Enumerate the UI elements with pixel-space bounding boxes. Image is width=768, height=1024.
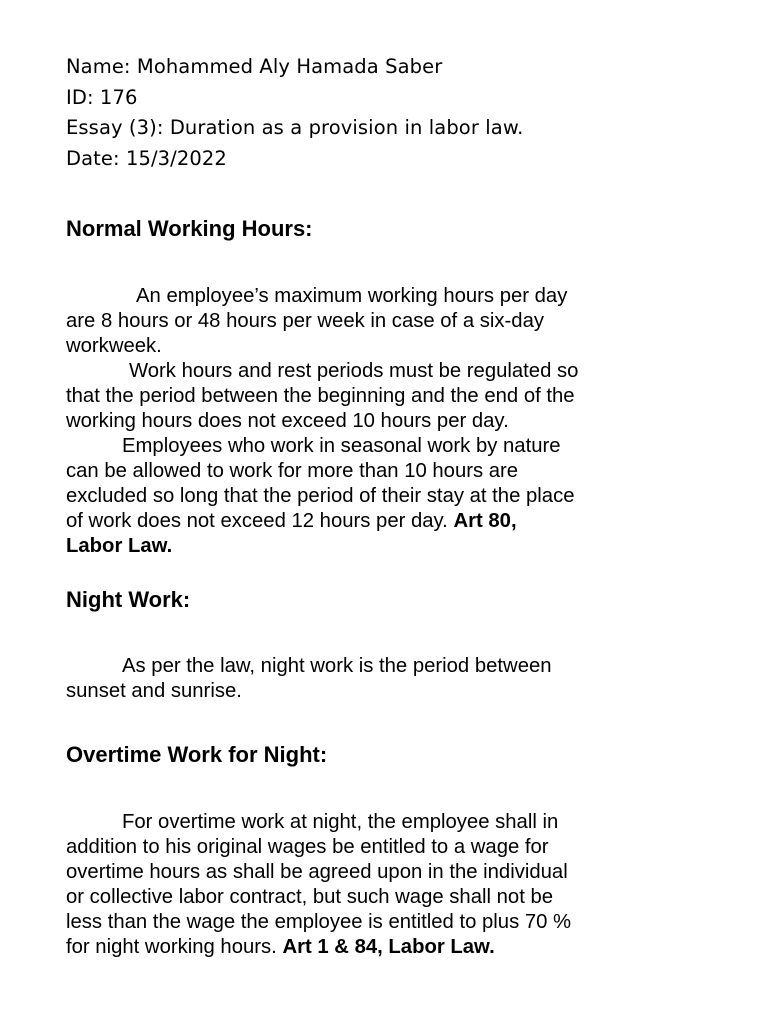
text-line	[66, 935, 716, 960]
essay-title: Essay (3): Duration as a provision in labor law.	[66, 116, 524, 139]
text-fragment: for night working hours.	[66, 936, 277, 958]
text-line: As per the law, night work is the period between	[122, 655, 552, 677]
essay-header	[66, 52, 523, 174]
author-name: Name: Mohammed Aly Hamada Saber	[66, 55, 443, 78]
text-line	[66, 534, 716, 559]
paragraph-seasonal-work	[66, 434, 716, 559]
text-line: overtime hours as shall be agreed upon in the individual	[66, 861, 568, 883]
text-line: are 8 hours or 48 hours per week in case of a six-day	[66, 310, 544, 332]
text-line: addition to his original wages be entitled to a wage for	[66, 836, 549, 858]
text-line: sunset and sunrise.	[66, 680, 242, 702]
paragraph-overtime-wage	[66, 810, 716, 960]
text-line: Work hours and rest periods must be regulated so	[129, 360, 579, 382]
law-reference: Art 80,	[453, 510, 517, 532]
text-line: less than the wage the employee is entitled to plus 70 %	[66, 911, 572, 933]
law-reference: Labor Law.	[66, 535, 173, 557]
law-reference: Art 1 & 84, Labor Law.	[282, 936, 495, 958]
text-line: workweek.	[66, 335, 162, 357]
text-line: excluded so long that the period of their stay at the place	[66, 485, 575, 507]
section-title-normal-working-hours: Normal Working Hours:	[66, 216, 313, 241]
text-line: Employees who work in seasonal work by nature	[122, 435, 561, 457]
essay-date: Date: 15/3/2022	[66, 146, 227, 170]
section-title-night-work: Night Work:	[66, 587, 191, 612]
section-title-overtime-night: Overtime Work for Night:	[66, 742, 328, 767]
student-id: ID: 176	[66, 85, 138, 109]
text-line: For overtime work at night, the employee shall in	[122, 811, 559, 833]
text-line: An employee’s maximum working hours per day	[136, 285, 568, 307]
text-line: working hours does not exceed 10 hours per day.	[66, 410, 509, 432]
text-line: or collective labor contract, but such wage shall not be	[66, 886, 554, 908]
paragraph-max-hours	[66, 284, 716, 359]
paragraph-night-definition	[66, 654, 716, 704]
text-fragment: of work does not exceed 12 hours per day.	[66, 510, 448, 532]
text-line	[66, 509, 716, 534]
text-line: can be allowed to work for more than 10 hours are	[66, 460, 519, 482]
text-line: that the period between the beginning and the end of the	[66, 385, 575, 407]
paragraph-rest-periods	[66, 359, 716, 434]
